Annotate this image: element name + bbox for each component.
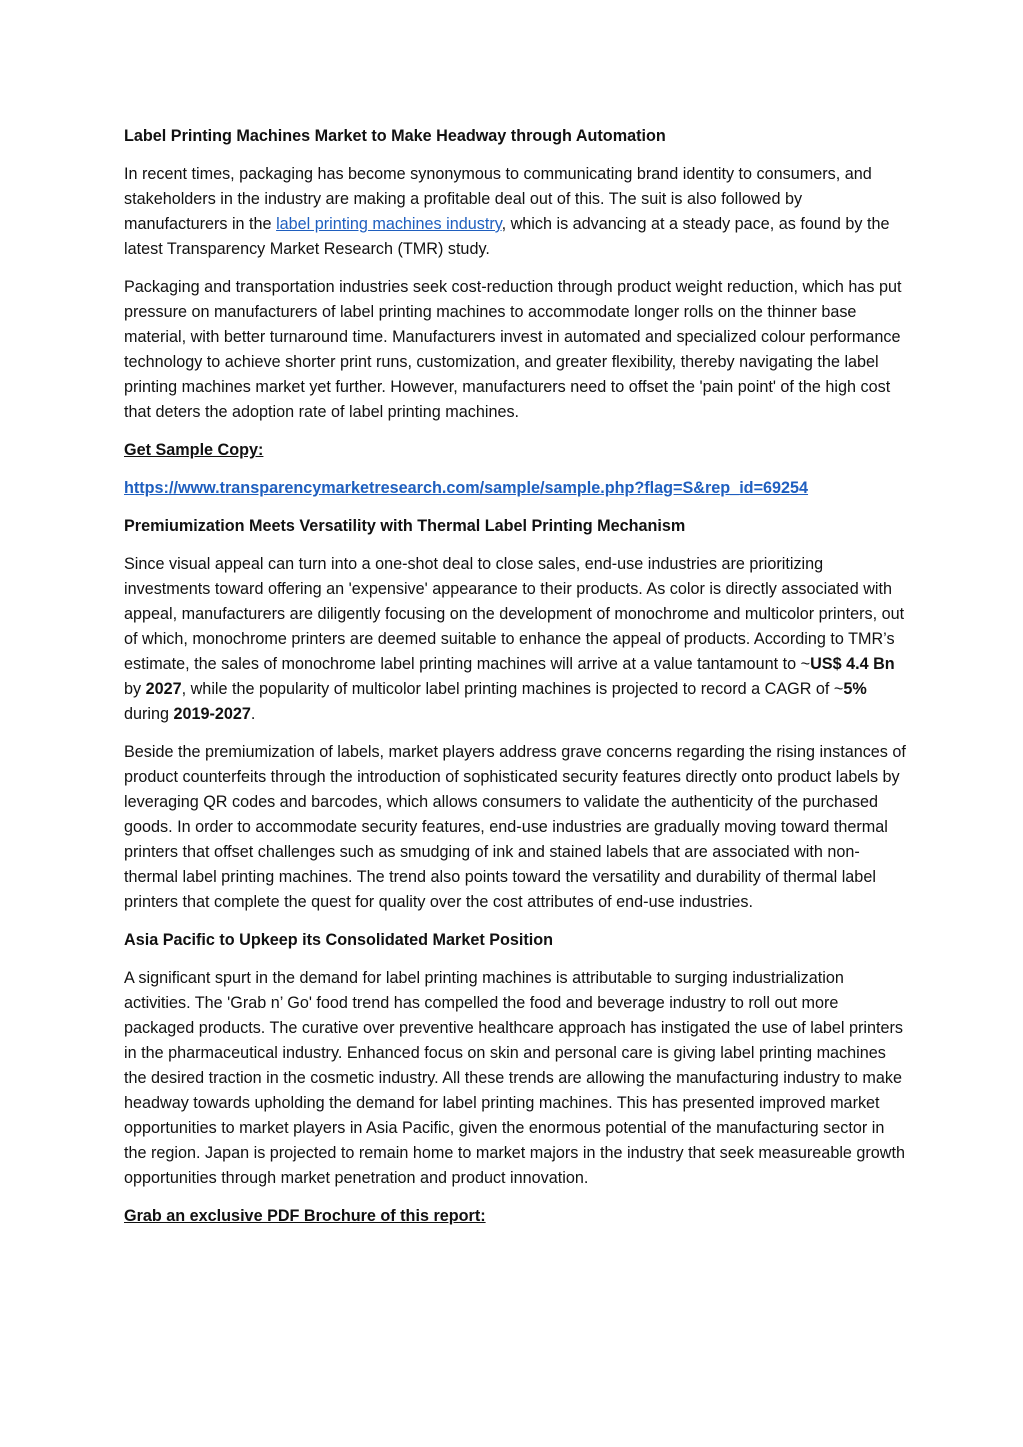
document-title: Label Printing Machines Market to Make Headway through Automation — [124, 127, 666, 145]
industry-link[interactable]: label printing machines industry — [276, 215, 502, 233]
premiumization-paragraph — [124, 552, 906, 727]
premium-text-5: . — [250, 705, 256, 723]
premiumization-heading: Premiumization Meets Versatility with Thermal Label Printing Mechanism — [124, 517, 686, 535]
intro-paragraph — [124, 162, 906, 262]
document-body — [124, 124, 906, 1242]
brochure-heading: Grab an exclusive PDF Brochure of this report: — [124, 1207, 486, 1225]
intro-text-start: In recent times, packaging has become synonymous to communicating brand identity to consumers, and stakeholders in the industry are making a profitable deal out of this. The suit is also followed by manufacturers in the — [124, 165, 872, 233]
premium-text-1: Since visual appeal can turn into a one-shot deal to close sales, end-use industries are prioritizing investments toward offering an 'expensive' appearance to their products. As color is directly associated with appeal, manufacturers are diligently focusing on the development of monochrome and multicolor printers, out of which, monochrome printers are deemed suitable to enhance the appeal of products. According to TMR’s estimate, the sales of monochrome label printing machines will arrive at a value tantamount to ~ — [124, 555, 905, 673]
sample-url-link[interactable]: https://www.transparencymarketresearch.com/sample/sample.php?flag=S&rep_id=69254 — [124, 479, 809, 497]
premium-text-3: , while the popularity of multicolor label printing machines is projected to record a CAGR of ~ — [181, 680, 844, 698]
cost-reduction-paragraph: Packaging and transportation industries seek cost-reduction through product weight reduction, which has put pressure on manufacturers of label printing machines to accommodate longer rolls on the thinner base material, with better turnaround time. Manufacturers invest in automated and specialized colour performance technology to achieve shorter print runs, customization, and greater flexibility, thereby navigating the label printing machines market yet further. However, manufacturers need to offset the 'pain point' of the high cost that deters the adoption rate of label printing machines. — [124, 278, 902, 421]
security-paragraph: Beside the premiumization of labels, market players address grave concerns regarding the rising instances of product counterfeits through the introduction of sophisticated security features directly onto product labels by leveraging QR codes and barcodes, which allows consumers to validate the authenticity of the purchased goods. In order to accommodate security features, end-use industries are gradually moving toward thermal printers that offset challenges such as smudging of ink and stained labels that are associated with non-thermal label printing machines. The trend also points toward the versatility and durability of thermal label printers that complete the quest for quality over the cost attributes of end-use industries. — [124, 743, 906, 911]
year-figure: 2027 — [145, 680, 182, 698]
premium-text-2: by — [124, 680, 146, 698]
sample-copy-heading: Get Sample Copy: — [124, 441, 264, 459]
intro-text-end: , which is advancing at a steady pace, as found by the latest Transparency Market Research (TMR) study. — [124, 215, 890, 258]
asia-pacific-paragraph: A significant spurt in the demand for label printing machines is attributable to surging industrialization activities. The 'Grab n’ Go' food trend has compelled the food and beverage industry to roll out more packaged products. The curative over preventive healthcare approach has instigated the use of label printers in the pharmaceutical industry. Enhanced focus on skin and personal care is giving label printing machines the desired traction in the cosmetic industry. All these trends are allowing the manufacturing industry to make headway towards upholding the demand for label printing machines. This has presented improved market opportunities to market players in Asia Pacific, given the enormous potential of the manufacturing sector in the region. Japan is projected to remain home to market majors in the industry that seek measureable growth opportunities through market penetration and product innovation. — [124, 969, 905, 1187]
sample-link-paragraph — [124, 476, 906, 501]
period-figure: 2019-2027 — [173, 705, 251, 723]
asia-pacific-heading: Asia Pacific to Upkeep its Consolidated Market Position — [124, 931, 554, 949]
cagr-figure: 5% — [843, 680, 867, 698]
value-figure: US$ 4.4 Bn — [810, 655, 895, 673]
premium-text-4: during — [124, 705, 174, 723]
